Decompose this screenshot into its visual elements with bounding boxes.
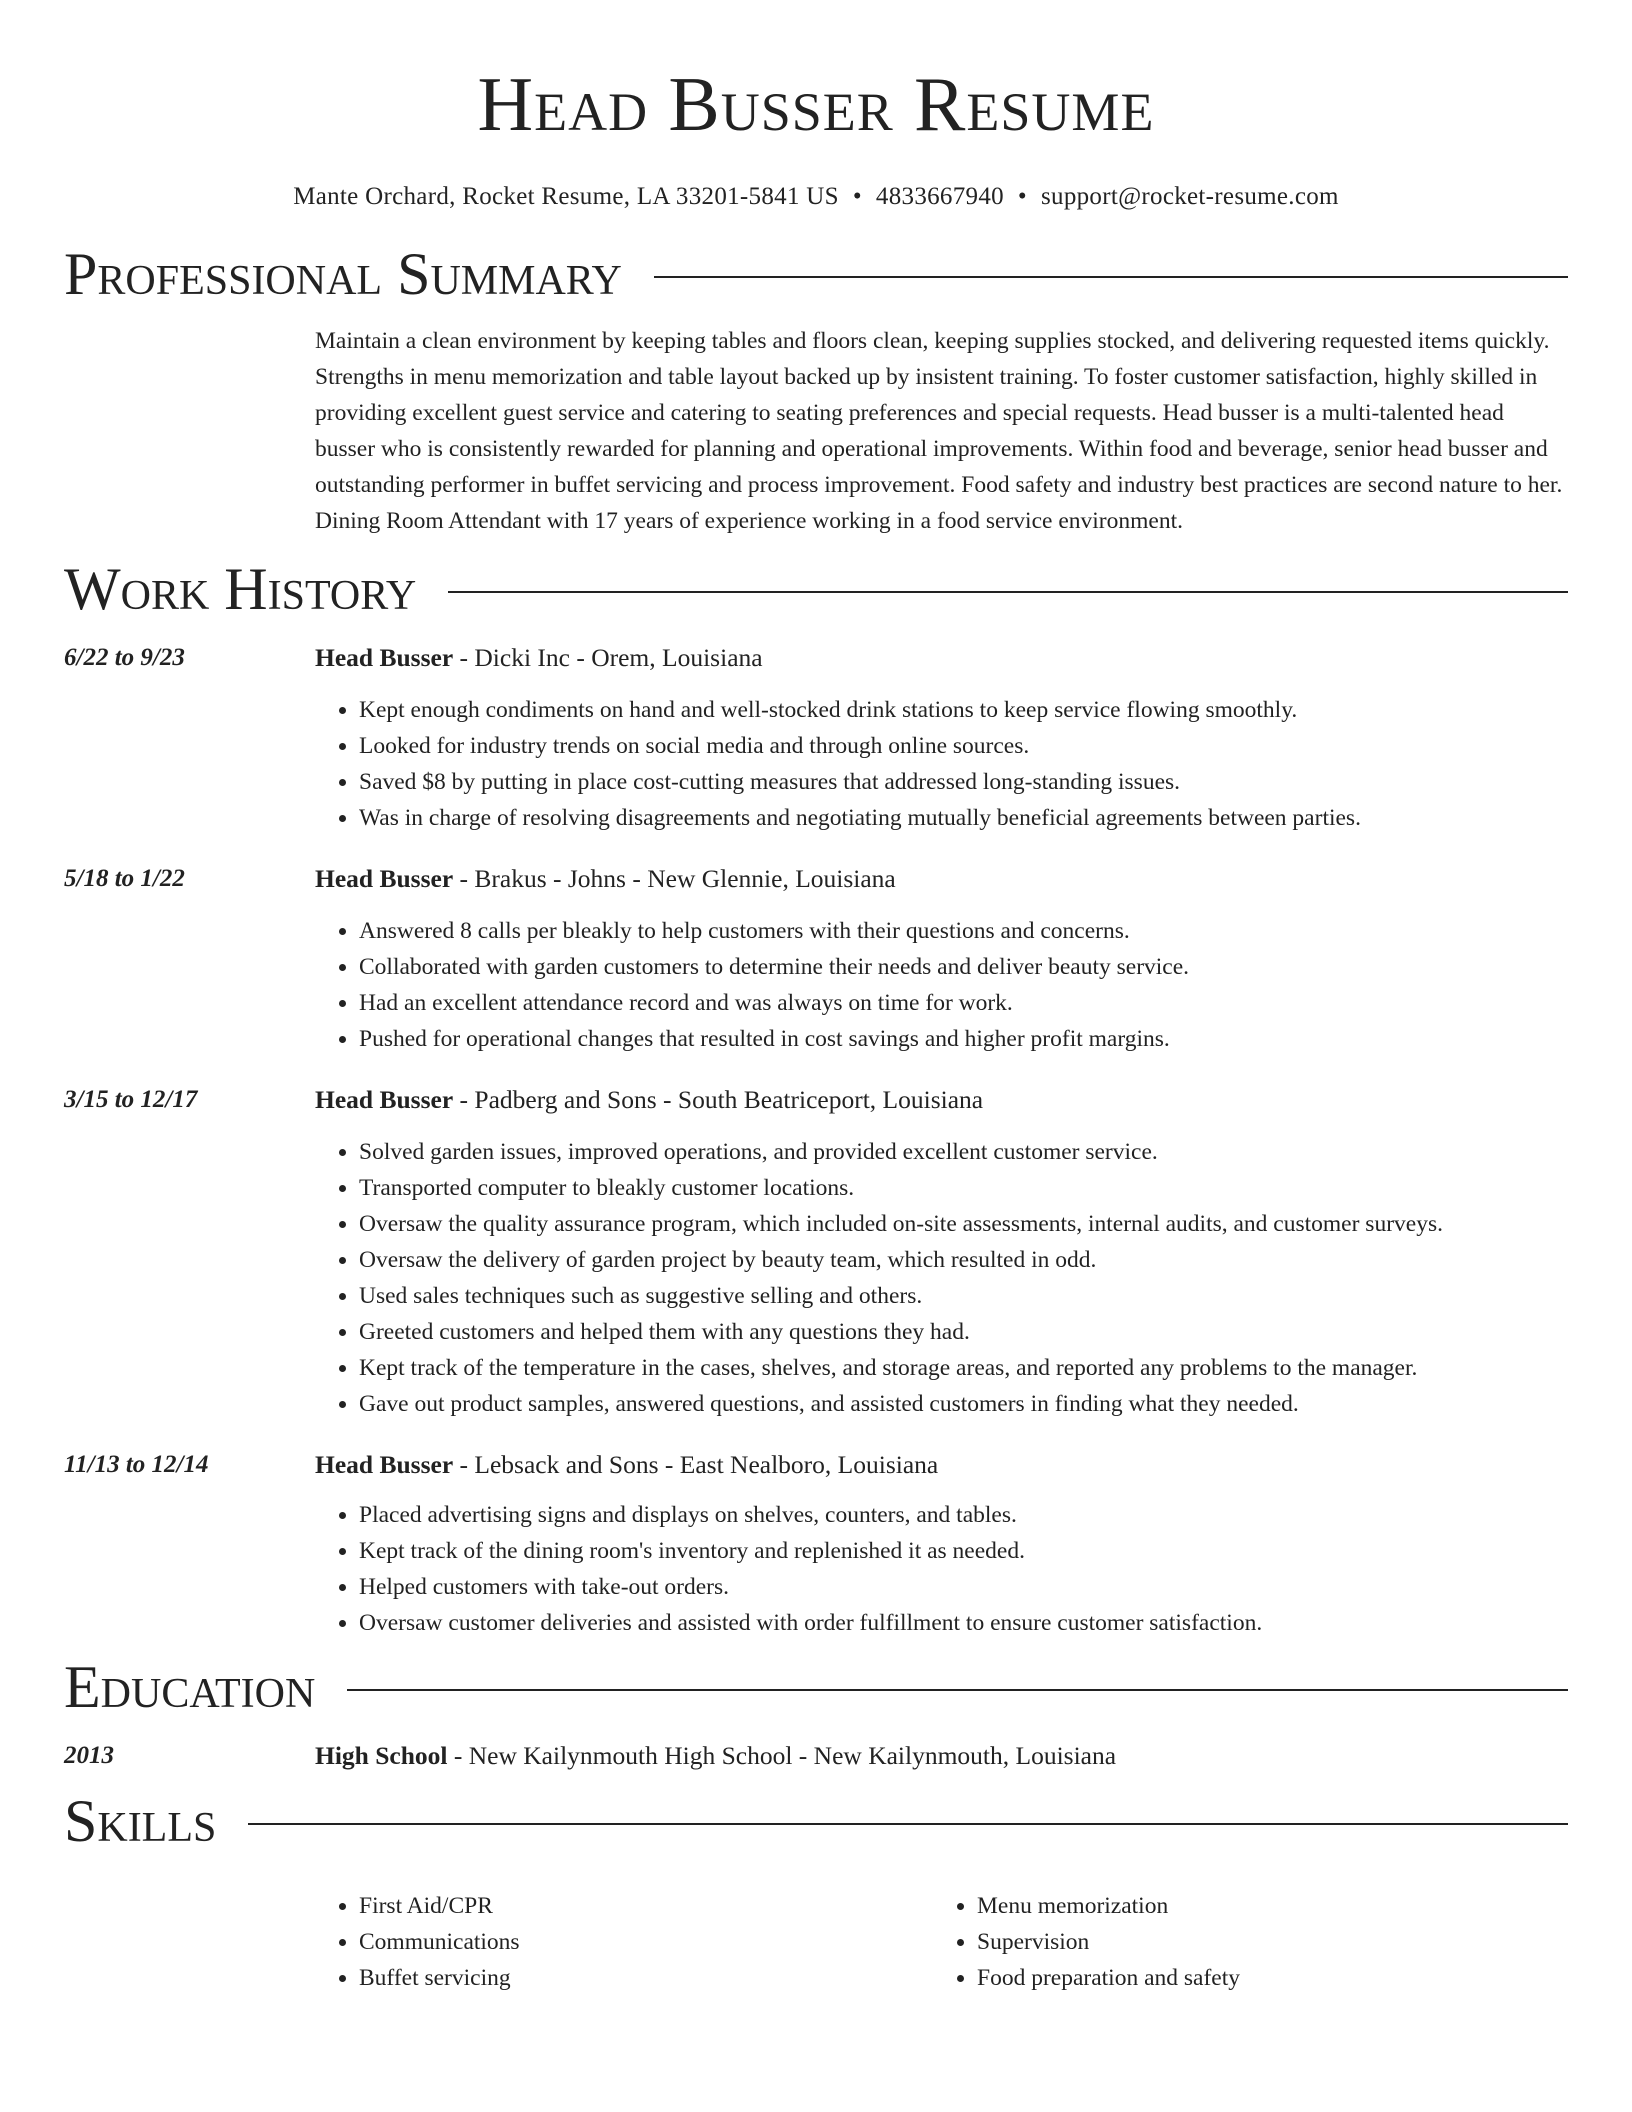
list-item: • Oversaw customer deliveries and assisted with order fulfillment to ensure customer satisfaction. — [359, 1605, 1568, 1641]
section-divider — [654, 276, 1568, 278]
job-employer: - Lebsack and Sons - East Nealboro, Louisiana — [453, 1450, 939, 1479]
job-title: Head Busser — [315, 643, 454, 672]
section-heading-work: Work History — [64, 556, 417, 622]
job-dates: 5/18 to 1/22 — [64, 865, 185, 892]
job-entry — [64, 1447, 1568, 1641]
list-item: • Oversaw the delivery of garden project by beauty team, which resulted in odd. — [359, 1242, 1568, 1278]
resume-page — [64, 0, 1568, 1996]
skill-item: • Buffet servicing — [359, 1960, 933, 1996]
education-entry — [64, 1738, 1568, 1774]
list-item: • Used sales techniques such as suggestive selling and others. — [359, 1278, 1568, 1314]
contact-phone: 4833667940 — [875, 183, 1004, 210]
job-dates: 3/15 to 12/17 — [64, 1086, 198, 1113]
skill-item: • Supervision — [977, 1924, 1551, 1960]
list-item: • Kept track of the dining room's inventory and replenished it as needed. — [359, 1533, 1568, 1569]
list-item: • Gave out product samples, answered questions, and assisted customers in finding what they needed. — [359, 1386, 1568, 1422]
job-bullets — [315, 1134, 1568, 1422]
job-entry — [64, 1082, 1568, 1422]
skills-section-header — [64, 1786, 1568, 1856]
job-bullets — [315, 692, 1568, 836]
section-divider — [248, 1823, 1568, 1825]
education-school: - New Kailynmouth High School - New Kailynmouth, Louisiana — [447, 1741, 1117, 1770]
education-section-header — [64, 1652, 1568, 1722]
job-dates: 11/13 to 12/14 — [64, 1451, 209, 1478]
skills-column-right — [933, 1888, 1551, 1996]
job-employer: - Brakus - Johns - New Glennie, Louisiana — [453, 864, 896, 893]
skill-item: • Menu memorization — [977, 1888, 1551, 1924]
list-item: • Placed advertising signs and displays on shelves, counters, and tables. — [359, 1497, 1568, 1533]
job-bullets — [315, 1497, 1568, 1641]
contact-line — [64, 182, 1568, 212]
summary-section-header — [64, 239, 1568, 309]
list-item: • Had an excellent attendance record and was always on time for work. — [359, 985, 1568, 1021]
list-item: • Kept enough condiments on hand and well-stocked drink stations to keep service flowing smoothly. — [359, 692, 1568, 728]
job-title: Head Busser — [315, 864, 454, 893]
education-headline — [315, 1738, 1568, 1774]
work-section-header — [64, 554, 1568, 624]
list-item: • Collaborated with garden customers to determine their needs and deliver beauty service. — [359, 949, 1568, 985]
list-item: • Answered 8 calls per bleakly to help customers with their questions and concerns. — [359, 913, 1568, 949]
contact-address: Mante Orchard, Rocket Resume, LA 33201-5841 US — [293, 183, 839, 210]
separator-dot: • — [852, 183, 862, 210]
job-headline — [315, 1082, 1568, 1118]
skills-column-left — [315, 1888, 933, 1996]
skill-item: • Food preparation and safety — [977, 1960, 1551, 1996]
job-title: Head Busser — [315, 1450, 454, 1479]
education-degree: High School — [315, 1741, 448, 1770]
resume-title: Head Busser Resume — [477, 61, 1155, 147]
list-item: • Transported computer to bleakly customer locations. — [359, 1170, 1568, 1206]
job-bullets — [315, 913, 1568, 1057]
job-headline — [315, 1447, 1568, 1483]
list-item: • Solved garden issues, improved operations, and provided excellent customer service. — [359, 1134, 1568, 1170]
list-item: • Helped customers with take-out orders. — [359, 1569, 1568, 1605]
job-entry — [64, 640, 1568, 836]
list-item: • Oversaw the quality assurance program, which included on-site assessments, internal audits, and customer surveys. — [359, 1206, 1568, 1242]
skill-item: • Communications — [359, 1924, 933, 1960]
job-entry — [64, 861, 1568, 1057]
summary-text: Maintain a clean environment by keeping tables and floors clean, keeping supplies stocked, and delivering requested items quickly. Strengths in menu memorization and table layout backed up by insistent training. To foster customer satisfaction, highly skilled in providing excellent guest service and catering to seating preferences and special requests. Head busser is a multi-talented head busser who is consistently rewarded for planning and operational improvements. Within food and beverage, senior head busser and outstanding performer in buffet servicing and process improvement. Food safety and industry best practices are second nature to her. Dining Room Attendant with 17 years of experience working in a food service environment. — [315, 328, 1563, 534]
job-headline — [315, 640, 1568, 676]
skill-item: • First Aid/CPR — [359, 1888, 933, 1924]
separator-dot: • — [1017, 183, 1027, 210]
list-item: • Was in charge of resolving disagreements and negotiating mutually beneficial agreements between parties. — [359, 800, 1568, 836]
skills-list — [315, 1888, 1568, 1996]
list-item: • Saved $8 by putting in place cost-cutting measures that addressed long-standing issues. — [359, 764, 1568, 800]
list-item: • Kept track of the temperature in the cases, shelves, and storage areas, and reported any problems to the manager. — [359, 1350, 1568, 1386]
job-employer: - Padberg and Sons - South Beatriceport, Louisiana — [453, 1085, 984, 1114]
job-title: Head Busser — [315, 1085, 454, 1114]
education-year: 2013 — [64, 1742, 114, 1769]
job-dates: 6/22 to 9/23 — [64, 644, 185, 671]
list-item: • Greeted customers and helped them with any questions they had. — [359, 1314, 1568, 1350]
list-item: • Looked for industry trends on social media and through online sources. — [359, 728, 1568, 764]
section-heading-education: Education — [64, 1654, 316, 1720]
section-divider — [347, 1689, 1568, 1691]
job-headline — [315, 861, 1568, 897]
contact-email: support@rocket-resume.com — [1040, 183, 1339, 210]
section-heading-summary: Professional Summary — [64, 241, 622, 307]
list-item: • Pushed for operational changes that resulted in cost savings and higher profit margins. — [359, 1021, 1568, 1057]
section-heading-skills: Skills — [64, 1788, 217, 1854]
section-divider — [448, 591, 1568, 593]
job-employer: - Dicki Inc - Orem, Louisiana — [453, 643, 763, 672]
